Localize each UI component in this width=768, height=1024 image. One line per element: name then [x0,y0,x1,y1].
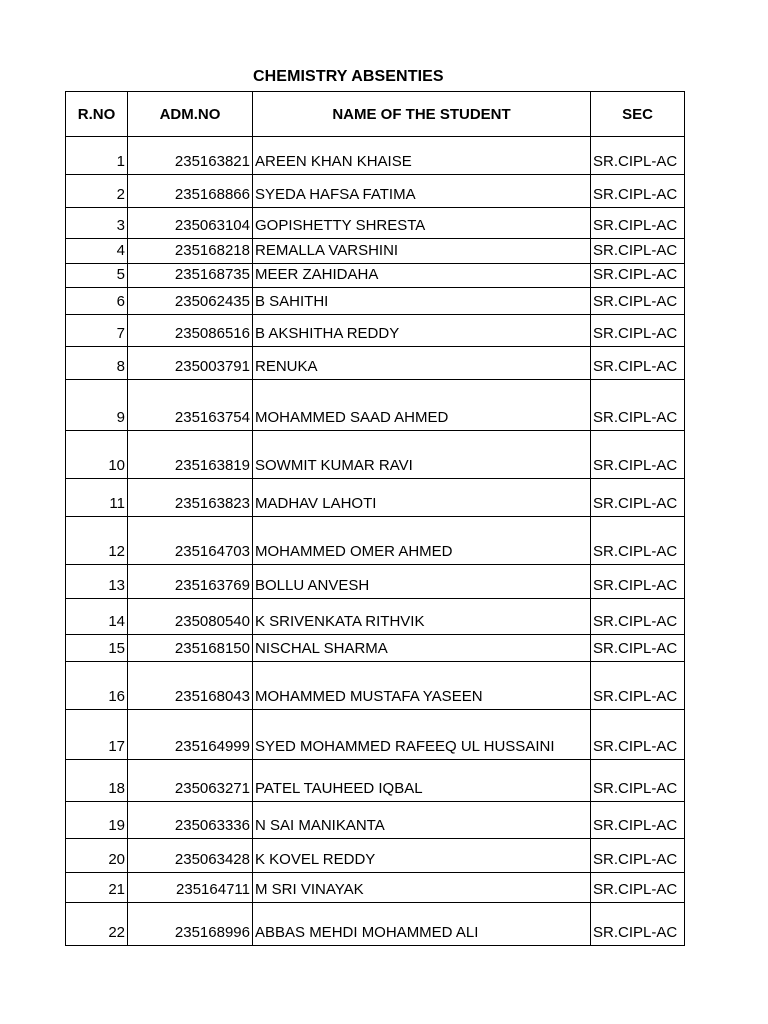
table-row [66,264,685,288]
student-name: K SRIVENKATA RITHVIK [253,599,591,635]
page-title: CHEMISTRY ABSENTIES [253,68,444,85]
admission-number: 235168866 [128,175,253,208]
student-name: MOHAMMED OMER AHMED [253,517,591,565]
admission-number: 235003791 [128,347,253,380]
student-name: SYEDA HAFSA FATIMA [253,175,591,208]
section: SR.CIPL-AC [591,662,685,710]
student-name: N SAI MANIKANTA [253,802,591,839]
section: SR.CIPL-AC [591,288,685,315]
row-number: 12 [66,517,128,565]
section: SR.CIPL-AC [591,479,685,517]
admission-number: 235164711 [128,873,253,903]
column-header-name: NAME OF THE STUDENT [253,92,591,137]
table-row [66,137,685,175]
student-name: B SAHITHI [253,288,591,315]
table-row [66,710,685,760]
student-name: MOHAMMED SAAD AHMED [253,380,591,431]
student-name: SYED MOHAMMED RAFEEQ UL HUSSAINI [253,710,591,760]
admission-number: 235063336 [128,802,253,839]
section: SR.CIPL-AC [591,264,685,288]
row-number: 21 [66,873,128,903]
section: SR.CIPL-AC [591,873,685,903]
student-name: MADHAV LAHOTI [253,479,591,517]
admission-number: 235063428 [128,839,253,873]
row-number: 22 [66,903,128,946]
admission-number: 235168735 [128,264,253,288]
admission-number: 235063104 [128,208,253,239]
table-row [66,903,685,946]
table-row [66,760,685,802]
admission-number: 235163819 [128,431,253,479]
column-header-rno: R.NO [66,92,128,137]
admission-number: 235168218 [128,239,253,264]
admission-number: 235062435 [128,288,253,315]
student-name: REMALLA VARSHINI [253,239,591,264]
row-number: 8 [66,347,128,380]
row-number: 4 [66,239,128,264]
row-number: 2 [66,175,128,208]
table-row [66,380,685,431]
table-row [66,479,685,517]
student-name: NISCHAL SHARMA [253,635,591,662]
table-row [66,565,685,599]
row-number: 5 [66,264,128,288]
table-row [66,635,685,662]
header-row [66,92,685,137]
section: SR.CIPL-AC [591,208,685,239]
admission-number: 235063271 [128,760,253,802]
section: SR.CIPL-AC [591,517,685,565]
admission-number: 235086516 [128,315,253,347]
table-row [66,208,685,239]
admission-number: 235163769 [128,565,253,599]
table-row [66,662,685,710]
table-row [66,599,685,635]
table-row [66,839,685,873]
table-row [66,431,685,479]
table-row [66,175,685,208]
row-number: 13 [66,565,128,599]
absentees-table [65,91,685,946]
row-number: 20 [66,839,128,873]
row-number: 14 [66,599,128,635]
admission-number: 235168996 [128,903,253,946]
student-name: ABBAS MEHDI MOHAMMED ALI [253,903,591,946]
row-number: 3 [66,208,128,239]
student-name: RENUKA [253,347,591,380]
admission-number: 235164999 [128,710,253,760]
table-row [66,288,685,315]
admission-number: 235163823 [128,479,253,517]
row-number: 15 [66,635,128,662]
row-number: 11 [66,479,128,517]
section: SR.CIPL-AC [591,635,685,662]
admission-number: 235163821 [128,137,253,175]
student-name: B AKSHITHA REDDY [253,315,591,347]
section: SR.CIPL-AC [591,380,685,431]
section: SR.CIPL-AC [591,431,685,479]
admission-number: 235168150 [128,635,253,662]
student-name: K KOVEL REDDY [253,839,591,873]
row-number: 1 [66,137,128,175]
row-number: 6 [66,288,128,315]
student-name: GOPISHETTY SHRESTA [253,208,591,239]
section: SR.CIPL-AC [591,839,685,873]
table-row [66,239,685,264]
section: SR.CIPL-AC [591,137,685,175]
student-name: MOHAMMED MUSTAFA YASEEN [253,662,591,710]
section: SR.CIPL-AC [591,599,685,635]
section: SR.CIPL-AC [591,802,685,839]
row-number: 19 [66,802,128,839]
admission-number: 235168043 [128,662,253,710]
student-name: M SRI VINAYAK [253,873,591,903]
row-number: 7 [66,315,128,347]
section: SR.CIPL-AC [591,315,685,347]
row-number: 17 [66,710,128,760]
section: SR.CIPL-AC [591,175,685,208]
table-row [66,802,685,839]
student-name: PATEL TAUHEED IQBAL [253,760,591,802]
student-name: AREEN KHAN KHAISE [253,137,591,175]
row-number: 18 [66,760,128,802]
student-name: BOLLU ANVESH [253,565,591,599]
section: SR.CIPL-AC [591,903,685,946]
admission-number: 235163754 [128,380,253,431]
student-name: SOWMIT KUMAR RAVI [253,431,591,479]
row-number: 16 [66,662,128,710]
student-name: MEER ZAHIDAHA [253,264,591,288]
section: SR.CIPL-AC [591,760,685,802]
column-header-adm: ADM.NO [128,92,253,137]
table-row [66,347,685,380]
column-header-sec: SEC [591,92,685,137]
section: SR.CIPL-AC [591,239,685,264]
table-row [66,517,685,565]
section: SR.CIPL-AC [591,565,685,599]
section: SR.CIPL-AC [591,347,685,380]
row-number: 10 [66,431,128,479]
table-row [66,873,685,903]
row-number: 9 [66,380,128,431]
admission-number: 235164703 [128,517,253,565]
admission-number: 235080540 [128,599,253,635]
table-body [66,137,685,946]
section: SR.CIPL-AC [591,710,685,760]
table-row [66,315,685,347]
